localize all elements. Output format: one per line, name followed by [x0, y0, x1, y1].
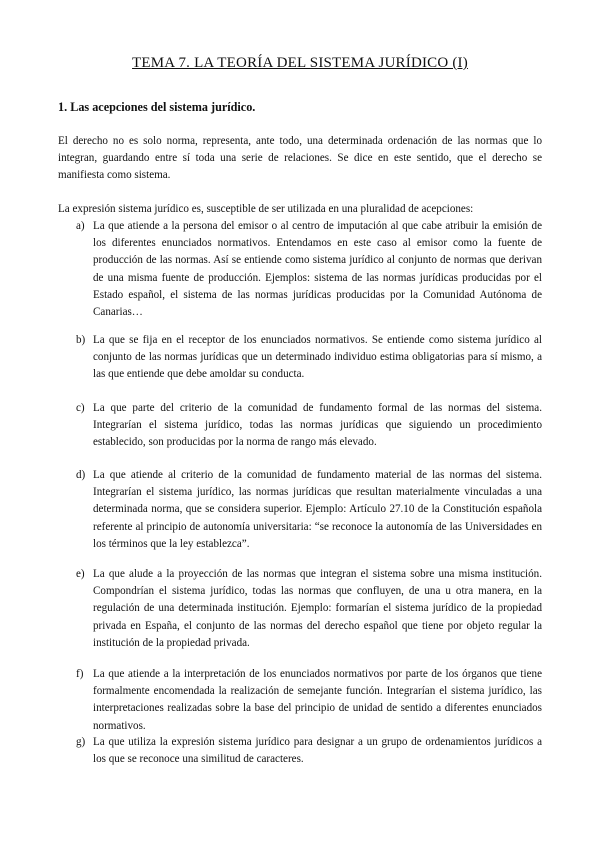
list-item-text: La que atiende a la interpretación de los enunciados normativos por parte de los órganos que tiene formalmente encomendada la realización de semejante función. Integrarían el sistema jurídico, las interpretaciones realizadas sobre la base del principio de unidad de sentido a diferentes enunciados normativos.: [93, 668, 542, 732]
list-marker: a): [76, 220, 85, 232]
list-item: [58, 332, 542, 384]
list-item: [58, 400, 542, 452]
list-item-text: La que alude a la proyección de las normas que integran el sistema sobre una misma institución. Compondrían el sistema jurídico, todas las normas que confluyen, de una u otra manera, en la regulación de una determinada institución. Ejemplo: formarían el sistema jurídico de la propiedad privada en España, el conjunto de las normas del derecho español que tiene por objeto regular la institución de la propiedad privada.: [93, 568, 542, 649]
list-item: [58, 734, 542, 768]
intro-paragraph: El derecho no es solo norma, representa, ante todo, una determinada ordenación de las normas que lo integran, guardando entre sí toda una serie de relaciones. Se dice en este sentido, que el derecho se manifiesta como sistema.: [58, 135, 542, 182]
list-item-text: La que se fija en el receptor de los enunciados normativos. Se entiende como sistema jurídico al conjunto de las normas jurídicas que un determinado individuo estima obligatorias para sí mismo, a las que entiende que debe amoldar su conducta.: [93, 334, 542, 381]
list-item-text: La que utiliza la expresión sistema jurídico para designar a un grupo de ordenamientos jurídicos a los que se reconoce una similitud de caracteres.: [93, 736, 542, 766]
list-item: [58, 566, 542, 652]
list-intro-paragraph: La expresión sistema jurídico es, susceptible de ser utilizada en una pluralidad de acepciones:: [58, 203, 474, 215]
list-item: [58, 467, 542, 553]
section-heading: 1. Las acepciones del sistema jurídico.: [58, 100, 256, 114]
list-marker: c): [76, 402, 85, 414]
list-item: [58, 218, 542, 321]
list-marker: e): [76, 568, 85, 580]
list-item-text: La que atiende al criterio de la comunidad de fundamento material de las normas del sistema. Integrarían el sistema jurídico, las normas jurídicas que resultan materialmente vinculadas a una determinada norma, que se considera superior. Ejemplo: Artículo 27.10 de la Constitución española referente al principio de autonomía universitaria: “se reconoce la autonomía de las Universidades en los términos que la ley establezca”.: [93, 469, 542, 550]
list-item-text: La que parte del criterio de la comunidad de fundamento formal de las normas del sistema. Integrarían el sistema jurídico, todas las normas jurídicas que siguiendo un procedimiento establecido, son producidas por la norma de rango más elevado.: [93, 402, 542, 449]
list-marker: b): [76, 334, 86, 346]
list-item-text: La que atiende a la persona del emisor o al centro de imputación al que cabe atribuir la emisión de los diferentes enunciados normativos. Entendamos en este caso al emisor como la fuente de producción de las normas. Así se entiende como sistema jurídico al conjunto de normas que derivan de una misma fuente de producción. Ejemplos: sistema de las normas jurídicas producidas por el Estado español, el sistema de las normas jurídicas producidas por la Comunidad Autónoma de Canarias…: [93, 220, 542, 319]
list-marker: g): [76, 736, 86, 748]
list-marker: f): [76, 668, 84, 680]
list-marker: d): [76, 469, 86, 481]
list-item: [58, 666, 542, 735]
document-title: TEMA 7. LA TEORÍA DEL SISTEMA JURÍDICO (I): [132, 55, 468, 71]
